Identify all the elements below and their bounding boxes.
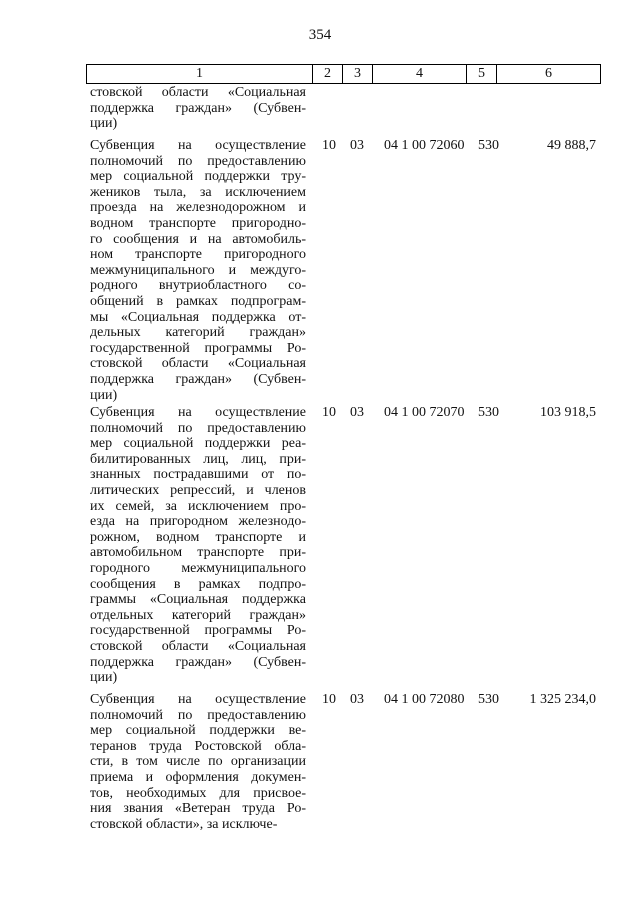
- expense-type-code: 530: [478, 138, 499, 153]
- target-article-code: 04 1 00 72080: [384, 692, 465, 707]
- header-col-1: 1: [87, 65, 313, 84]
- description-line: стовской области», за исключе-: [90, 816, 278, 832]
- description-line: стовской области «Социальная: [90, 356, 306, 372]
- description-line: теранов труда Ростовской обла-: [90, 738, 306, 754]
- description-line: поддержка граждан» (Субвен-: [90, 371, 306, 387]
- description-line: знанных пострадавшими от по-: [90, 467, 306, 483]
- description-line: проезда на железнодорожном и: [90, 200, 306, 216]
- description-line: стовской области «Социальная: [90, 85, 306, 100]
- amount: 49 888,7: [547, 138, 596, 153]
- description-line: Субвенция на осуществление: [90, 692, 306, 707]
- header-col-3: 3: [343, 65, 373, 84]
- header-col-5: 5: [467, 65, 497, 84]
- description-line: поддержка граждан» (Субвен-: [90, 100, 306, 116]
- amount: 103 918,5: [540, 405, 596, 420]
- description-line: рожном, водном транспорте и: [90, 529, 306, 545]
- row-description: [90, 692, 306, 832]
- description-line: полномочий по предоставлению: [90, 153, 306, 169]
- description-line: билитированных лиц, лиц, при-: [90, 451, 306, 467]
- description-line: сообщения в рамках подпро-: [90, 576, 306, 592]
- description-line: стовской области «Социальная: [90, 638, 306, 654]
- description-line: городного межмуниципального: [90, 560, 306, 576]
- description-line: полномочий по предоставлению: [90, 707, 306, 723]
- section-code: 10: [322, 138, 336, 153]
- expense-type-code: 530: [478, 692, 499, 707]
- target-article-code: 04 1 00 72060: [384, 138, 465, 153]
- row-description: [90, 405, 306, 686]
- description-line: общений в рамках подпрограм-: [90, 293, 306, 309]
- description-line: тов, необходимых для присвое-: [90, 785, 306, 801]
- description-line: езда на пригородном железнодо-: [90, 514, 306, 530]
- subsection-code: 03: [350, 138, 364, 153]
- description-line: мер социальной поддержки реа-: [90, 436, 306, 452]
- header-col-4: 4: [373, 65, 467, 84]
- description-line: ции): [90, 387, 118, 403]
- description-line: приема и оформления докумен-: [90, 769, 306, 785]
- page-number: 354: [308, 27, 332, 43]
- header-col-2: 2: [313, 65, 343, 84]
- expense-type-code: 530: [478, 405, 499, 420]
- section-code: 10: [322, 692, 336, 707]
- header-col-6: 6: [497, 65, 601, 84]
- description-line: го сообщения и на автомобиль-: [90, 231, 306, 247]
- table-header: [86, 64, 601, 84]
- description-line: жеников тыла, за исключением: [90, 184, 306, 200]
- subsection-code: 03: [350, 692, 364, 707]
- target-article-code: 04 1 00 72070: [384, 405, 465, 420]
- description-line: мер социальной поддержки ве-: [90, 723, 306, 739]
- description-line: водном транспорте пригородно-: [90, 215, 306, 231]
- description-line: мы «Социальная поддержка от-: [90, 309, 306, 325]
- description-line: сти, в том числе по организации: [90, 754, 306, 770]
- description-line: ном транспорте пригородного: [90, 247, 306, 263]
- description-line: ния звания «Ветеран труда Ро-: [90, 801, 306, 817]
- subsection-code: 03: [350, 405, 364, 420]
- description-line: родного внутриобластного со-: [90, 278, 306, 294]
- description-line: мер социальной поддержки тру-: [90, 169, 306, 185]
- description-line: ции): [90, 116, 118, 132]
- description-line: отдельных категорий граждан»: [90, 607, 306, 623]
- section-code: 10: [322, 405, 336, 420]
- row-description: [90, 138, 306, 403]
- description-line: полномочий по предоставлению: [90, 420, 306, 436]
- amount: 1 325 234,0: [529, 692, 596, 707]
- description-line: государственной программы Ро-: [90, 623, 306, 639]
- description-line: поддержка граждан» (Субвен-: [90, 654, 306, 670]
- description-line: межмуниципального и междуго-: [90, 262, 306, 278]
- description-line: их семей, за исключением про-: [90, 498, 306, 514]
- description-line: литических репрессий, и членов: [90, 482, 306, 498]
- description-line: Субвенция на осуществление: [90, 138, 306, 153]
- description-line: государственной программы Ро-: [90, 340, 306, 356]
- description-line: граммы «Социальная поддержка: [90, 592, 306, 608]
- description-line: ции): [90, 670, 118, 686]
- description-line: автомобильном транспорте при-: [90, 545, 306, 561]
- description-line: дельных категорий граждан»: [90, 325, 306, 341]
- description-line: Субвенция на осуществление: [90, 405, 306, 420]
- row-description: [90, 85, 306, 132]
